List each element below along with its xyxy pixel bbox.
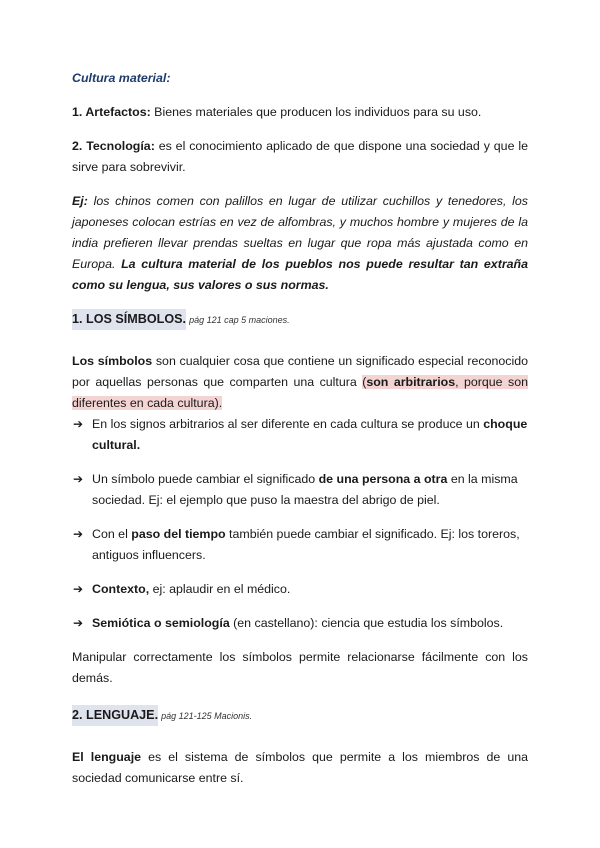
bullet-bold: de una persona a otra (318, 472, 448, 486)
artefactos-paragraph (72, 102, 528, 123)
example-bold-text: La cultura material de los pueblos nos puede resultar tan extraña como su lengua, sus valores o sus normas. (72, 257, 528, 292)
bullet-item (72, 579, 528, 600)
bullet-item (72, 414, 528, 456)
bullet-text-after: en la misma sociedad. Ej: el ejemplo que puso la maestra del abrigo de piel. (92, 472, 518, 507)
tecnologia-term: 2. Tecnología: (72, 139, 155, 153)
simbolos-term: Los símbolos (72, 354, 153, 368)
arrow-icon: ➔ (73, 527, 84, 541)
bullet-item (72, 524, 528, 566)
simbolos-bullet-list (72, 414, 528, 634)
highlight-text: , porque son diferentes en cada cultura). (72, 375, 528, 410)
lenguaje-heading: 2. LENGUAJE. (72, 705, 158, 726)
arrow-icon: ➔ (73, 472, 84, 486)
arrow-icon: ➔ (73, 417, 84, 431)
artefactos-text: Bienes materiales que producen los individuos para su uso. (150, 105, 482, 119)
lenguaje-definition (72, 747, 528, 789)
arrow-icon: ➔ (73, 616, 84, 630)
simbolos-heading: 1. LOS SÍMBOLOS. (72, 309, 186, 330)
lenguaje-term: El lenguaje (72, 750, 142, 764)
lenguaje-heading-row (72, 705, 528, 727)
tecnologia-paragraph (72, 136, 528, 178)
bullet-text-after: ej: aplaudir en el médico. (149, 582, 291, 596)
bullet-text-after: (en castellano): ciencia que estudia los símbolos. (229, 616, 504, 630)
example-label: Ej: (72, 194, 88, 208)
bullet-text: Con el (92, 527, 132, 541)
simbolos-definition (72, 351, 528, 414)
bullet-item (72, 469, 528, 511)
bullet-text: En los signos arbitrarios al ser diferente en cada cultura se produce un (92, 417, 484, 431)
tecnologia-text: es el conocimiento aplicado de que dispone una sociedad y que le sirve para sobrevivir. (72, 139, 528, 174)
example-text: los chinos comen con palillos en lugar de utilizar cuchillos y tenedores, los japoneses colocan estrías en vez de alfombras, y muchos hombre y mujeres de la india prefieren llevar prendas sueltas en lugar que ropa más ajustada como en Europa. (72, 194, 528, 271)
simbolos-heading-row (72, 309, 528, 331)
bullet-bold: Contexto, (92, 582, 150, 596)
bullet-item (72, 613, 528, 634)
bullet-bold: paso del tiempo (131, 527, 226, 541)
bullet-text-after: también puede cambiar el significado. Ej: los toreros, antiguos influencers. (92, 527, 520, 562)
simbolos-reference: pág 121 cap 5 maciones. (189, 315, 290, 325)
bullet-bold: Semiótica o semiología (92, 616, 230, 630)
simbolos-def-text: son cualquier cosa que contiene un significado especial reconocido por aquellas personas que comparten una cultura (72, 354, 528, 389)
artefactos-term: 1. Artefactos: (72, 105, 151, 119)
lenguaje-reference: pág 121-125 Macionis. (161, 711, 253, 721)
arrow-icon: ➔ (73, 582, 84, 596)
simbolos-closing: Manipular correctamente los símbolos permite relacionarse fácilmente con los demás. (72, 650, 528, 685)
bullet-bold: choque cultural. (92, 417, 528, 452)
example-paragraph (72, 191, 528, 296)
bullet-text: Un símbolo puede cambiar el significado (92, 472, 319, 486)
lenguaje-def-text: es el sistema de símbolos que permite a los miembros de una sociedad comunicarse entre sí. (72, 750, 528, 785)
highlight-bold: son arbitrarios (366, 375, 456, 389)
section-title: Cultura material: (72, 71, 171, 85)
highlight-open: ( (362, 375, 367, 389)
